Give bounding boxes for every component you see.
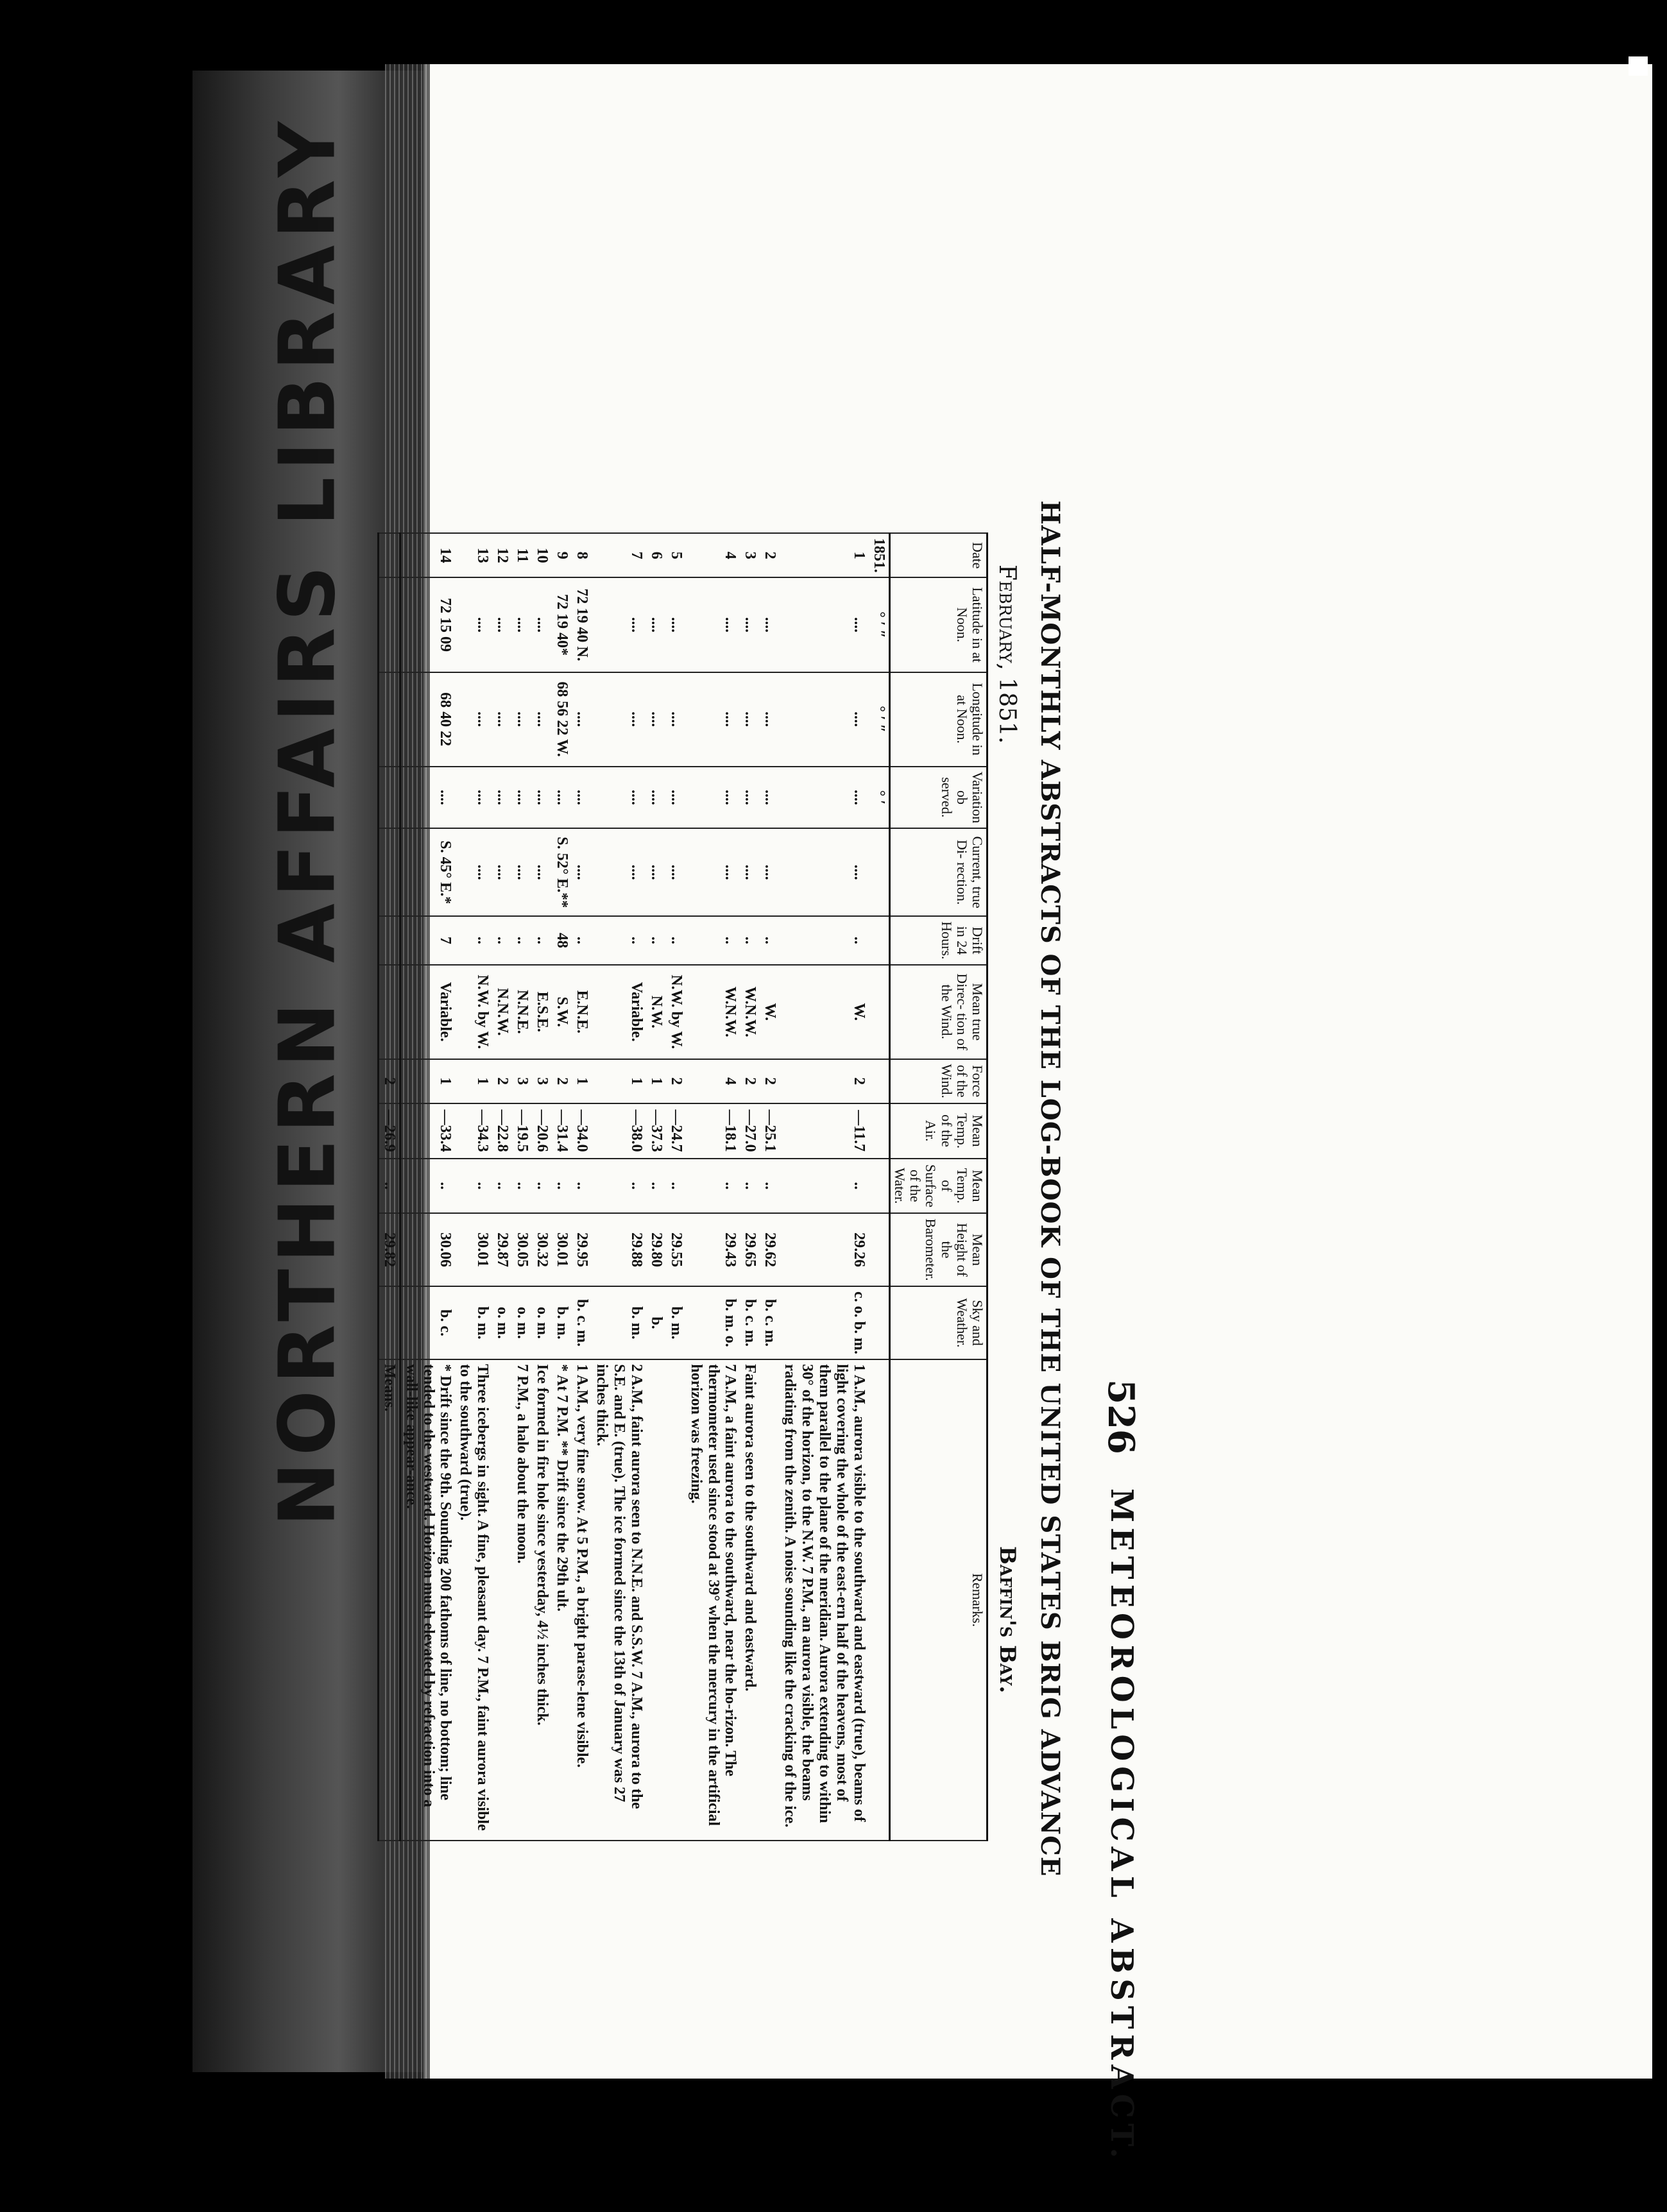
unit-variation: ° ′ bbox=[869, 767, 890, 829]
cell-air-temp: —11.7 bbox=[780, 1103, 869, 1159]
cell-air-temp: —20.6 bbox=[532, 1103, 552, 1159]
table-row bbox=[512, 533, 532, 1841]
means-barometer: 29.82 bbox=[378, 1213, 400, 1286]
cell-barometer: 29.55 bbox=[666, 1213, 686, 1286]
cell-wind-direction: N.W. bbox=[646, 965, 666, 1059]
cell-variation: .... bbox=[592, 767, 646, 829]
table-row bbox=[552, 533, 572, 1841]
corner-mark bbox=[1629, 56, 1648, 76]
cell-drift: .. bbox=[572, 916, 592, 965]
cell-barometer: 29.26 bbox=[780, 1213, 869, 1286]
cell-variation: .... bbox=[740, 767, 760, 829]
cell-drift: .. bbox=[740, 916, 760, 965]
cell-remarks bbox=[666, 1359, 686, 1841]
cell-wind-direction: N.N.W. bbox=[492, 965, 512, 1059]
cell-air-temp: —24.7 bbox=[666, 1103, 686, 1159]
cell-wind-force: 2 bbox=[760, 1059, 780, 1103]
cell-water-temp: .. bbox=[400, 1159, 455, 1214]
cell-barometer: 29.43 bbox=[686, 1213, 740, 1286]
cell-variation: .... bbox=[492, 767, 512, 829]
table-row bbox=[646, 533, 666, 1841]
cell-current: .... bbox=[780, 828, 869, 916]
cell-date: 13 bbox=[456, 533, 493, 577]
cell-barometer: 30.32 bbox=[532, 1213, 552, 1286]
cell-sky: c. o. b. m. bbox=[780, 1286, 869, 1359]
cell-sky: b. m. o. bbox=[686, 1286, 740, 1359]
cell-sky: b. m. bbox=[666, 1286, 686, 1359]
cell-wind-force: 2 bbox=[666, 1059, 686, 1103]
cell-wind-direction: N.W. by W. bbox=[456, 965, 493, 1059]
table-header-row bbox=[889, 533, 987, 1841]
cell-water-temp: .. bbox=[552, 1159, 572, 1214]
unit-date: 1851. bbox=[869, 533, 890, 577]
cell-current: .... bbox=[646, 828, 666, 916]
cell-current: .... bbox=[512, 828, 532, 916]
col-sky: Sky and Weather. bbox=[889, 1286, 987, 1359]
means-water-temp: .. bbox=[378, 1159, 400, 1214]
running-head bbox=[1078, 231, 1149, 2164]
cell-current: .... bbox=[592, 828, 646, 916]
cell-wind-direction: N.N.E. bbox=[512, 965, 532, 1059]
cell-date: 2 bbox=[760, 533, 780, 577]
cell-date: 11 bbox=[512, 533, 532, 577]
cell-water-temp: .. bbox=[780, 1159, 869, 1214]
cell-latitude: .... bbox=[592, 577, 646, 672]
cell-water-temp: .. bbox=[456, 1159, 493, 1214]
cell-variation: .... bbox=[646, 767, 666, 829]
cell-sky: b. c. m. bbox=[760, 1286, 780, 1359]
cell-sky: b. c. m. bbox=[572, 1286, 592, 1359]
cell-sky: o. m. bbox=[512, 1286, 532, 1359]
cell-variation: .... bbox=[512, 767, 532, 829]
cell-variation: .... bbox=[532, 767, 552, 829]
means-label: Means. bbox=[378, 1359, 400, 1841]
cell-variation: .... bbox=[686, 767, 740, 829]
cell-air-temp: —27.0 bbox=[740, 1103, 760, 1159]
cell-longitude: .... bbox=[532, 672, 552, 767]
cell-barometer: 29.80 bbox=[646, 1213, 666, 1286]
table-row bbox=[686, 533, 740, 1841]
cell-wind-force: 4 bbox=[686, 1059, 740, 1103]
cell-barometer: 29.65 bbox=[740, 1213, 760, 1286]
cell-wind-direction: W.N.W. bbox=[686, 965, 740, 1059]
cell-water-temp: .. bbox=[592, 1159, 646, 1214]
cell-wind-direction: Variable. bbox=[592, 965, 646, 1059]
cell-date: 5 bbox=[666, 533, 686, 577]
cell-current: .... bbox=[686, 828, 740, 916]
cell-wind-force: 2 bbox=[552, 1059, 572, 1103]
cell-water-temp: .. bbox=[740, 1159, 760, 1214]
cell-remarks: * At 7 P.M. ** Drift since the 29th ult. bbox=[552, 1359, 572, 1841]
cell-current: S. 45° E.* bbox=[400, 828, 455, 916]
table-row bbox=[532, 533, 552, 1841]
cell-drift: .. bbox=[760, 916, 780, 965]
cell-drift: 7 bbox=[400, 916, 455, 965]
cell-wind-direction: N.W. by W. bbox=[666, 965, 686, 1059]
cell-current: .... bbox=[666, 828, 686, 916]
means-row bbox=[378, 533, 400, 1841]
month-label: February, 1851. bbox=[994, 565, 1020, 744]
cell-current: .... bbox=[760, 828, 780, 916]
cell-date: 3 bbox=[740, 533, 760, 577]
cell-water-temp: .. bbox=[760, 1159, 780, 1214]
cell-sky: b. bbox=[646, 1286, 666, 1359]
cell-air-temp: —31.4 bbox=[552, 1103, 572, 1159]
cell-water-temp: .. bbox=[686, 1159, 740, 1214]
table-row bbox=[400, 533, 455, 1841]
cell-longitude: .... bbox=[456, 672, 493, 767]
cell-latitude: .... bbox=[760, 577, 780, 672]
cell-remarks bbox=[492, 1359, 512, 1841]
col-current: Current, true Di- rection. bbox=[889, 828, 987, 916]
cell-wind-direction: E.N.E. bbox=[572, 965, 592, 1059]
cell-latitude: .... bbox=[686, 577, 740, 672]
cell-date: 7 bbox=[592, 533, 646, 577]
cell-longitude: .... bbox=[666, 672, 686, 767]
cell-wind-force: 2 bbox=[780, 1059, 869, 1103]
cell-water-temp: .. bbox=[572, 1159, 592, 1214]
cell-latitude: 72 19 40* bbox=[552, 577, 572, 672]
cell-sky: o. m. bbox=[532, 1286, 552, 1359]
cell-barometer: 30.06 bbox=[400, 1213, 455, 1286]
cell-current: .... bbox=[572, 828, 592, 916]
cell-variation: .... bbox=[456, 767, 493, 829]
cell-latitude: .... bbox=[666, 577, 686, 672]
cell-water-temp: .. bbox=[646, 1159, 666, 1214]
cell-drift: .. bbox=[686, 916, 740, 965]
cell-current: .... bbox=[740, 828, 760, 916]
cell-sky: b. m. bbox=[592, 1286, 646, 1359]
cell-sky: o. m. bbox=[492, 1286, 512, 1359]
cell-longitude: .... bbox=[760, 672, 780, 767]
col-wind-force: Force of the Wind. bbox=[889, 1059, 987, 1103]
cell-sky: b. c. bbox=[400, 1286, 455, 1359]
cell-latitude: 72 15 09 bbox=[400, 577, 455, 672]
cell-remarks bbox=[646, 1359, 666, 1841]
cell-longitude: .... bbox=[686, 672, 740, 767]
cell-wind-force: 2 bbox=[740, 1059, 760, 1103]
cell-air-temp: —18.1 bbox=[686, 1103, 740, 1159]
cell-latitude: 72 19 40 N. bbox=[572, 577, 592, 672]
means-air-temp: —26.9 bbox=[378, 1103, 400, 1159]
table-row bbox=[592, 533, 646, 1841]
cell-wind-direction: W. bbox=[760, 965, 780, 1059]
cell-longitude: .... bbox=[646, 672, 666, 767]
cell-longitude: .... bbox=[492, 672, 512, 767]
means-force: 2 bbox=[378, 1059, 400, 1103]
cell-longitude: .... bbox=[572, 672, 592, 767]
cell-remarks: 1 A.M., aurora visible to the southward and eastward (true), beams of light covering the whole of the east-ern half of the heavens, most of them parallel to the plane of the meridian. Aurora extending to within 30° of the horizon, to the N.W. 7 P.M., an aurora visible, the beams radiating from the zenith. A noise sounding like the cracking of the ice. bbox=[780, 1359, 869, 1841]
table-row bbox=[760, 533, 780, 1841]
cell-remarks: 2 A.M., faint aurora seen to N.N.E. and S.S.W. 7 A.M., aurora to the S.E. and E. (true). The ice formed since the 13th of January was 27 inches thick. bbox=[592, 1359, 646, 1841]
cell-remarks bbox=[760, 1359, 780, 1841]
cell-barometer: 29.87 bbox=[492, 1213, 512, 1286]
cell-wind-force: 1 bbox=[592, 1059, 646, 1103]
cell-barometer: 29.88 bbox=[592, 1213, 646, 1286]
cell-remarks: 1 A.M., very fine snow. At 5 P.M., a bright parase-lene visible. bbox=[572, 1359, 592, 1841]
cell-drift: .. bbox=[532, 916, 552, 965]
cell-latitude: .... bbox=[780, 577, 869, 672]
cell-longitude: .... bbox=[780, 672, 869, 767]
cell-latitude: .... bbox=[512, 577, 532, 672]
cell-drift: .. bbox=[646, 916, 666, 965]
cell-variation: .... bbox=[666, 767, 686, 829]
cell-wind-force: 3 bbox=[512, 1059, 532, 1103]
cell-water-temp: .. bbox=[512, 1159, 532, 1214]
cell-drift: 48 bbox=[552, 916, 572, 965]
table-title: HALF-MONTHLY ABSTRACTS OF THE LOG-BOOK OF THE UNITED STATES BRIG ADVANCE bbox=[1035, 500, 1065, 1877]
location-label: Baffin's Bay. bbox=[995, 1546, 1020, 1694]
cell-drift: .. bbox=[492, 916, 512, 965]
cell-variation: .... bbox=[400, 767, 455, 829]
col-date: Date bbox=[889, 533, 987, 577]
cell-date: 12 bbox=[492, 533, 512, 577]
unit-latitude: ° ′ ″ bbox=[869, 577, 890, 672]
cell-barometer: 30.05 bbox=[512, 1213, 532, 1286]
cell-drift: .. bbox=[666, 916, 686, 965]
cell-remarks: Ice formed in fire hole since yesterday, 4½ inches thick. bbox=[532, 1359, 552, 1841]
cell-barometer: 29.95 bbox=[572, 1213, 592, 1286]
cell-longitude: .... bbox=[592, 672, 646, 767]
cell-longitude: .... bbox=[740, 672, 760, 767]
cell-wind-force: 1 bbox=[456, 1059, 493, 1103]
cell-barometer: 29.62 bbox=[760, 1213, 780, 1286]
unit-longitude: ° ′ ″ bbox=[869, 672, 890, 767]
cell-water-temp: .. bbox=[666, 1159, 686, 1214]
cell-latitude: .... bbox=[532, 577, 552, 672]
col-latitude: Latitude in at Noon. bbox=[889, 577, 987, 672]
cell-remarks: * Drift since the 9th. Sounding 200 fathoms of line, no bottom; line tended to the westward. Horizon much elevated by refraction into a wall-like appear-ance. bbox=[400, 1359, 455, 1841]
cell-barometer: 30.01 bbox=[552, 1213, 572, 1286]
cell-variation: .... bbox=[572, 767, 592, 829]
log-table bbox=[377, 532, 988, 1841]
page-title: METEOROLOGICAL ABSTRACT. bbox=[1104, 1488, 1140, 2164]
cell-barometer: 30.01 bbox=[456, 1213, 493, 1286]
cell-drift: .. bbox=[512, 916, 532, 965]
cell-wind-direction: E.S.E. bbox=[532, 965, 552, 1059]
col-water-temp: Mean Temp. of Surface of the Water. bbox=[889, 1159, 987, 1214]
cell-current: .... bbox=[456, 828, 493, 916]
cell-sky: b. c. m. bbox=[740, 1286, 760, 1359]
cell-date: 6 bbox=[646, 533, 666, 577]
col-longitude: Longitude in at Noon. bbox=[889, 672, 987, 767]
cell-variation: .... bbox=[780, 767, 869, 829]
cell-wind-force: 3 bbox=[532, 1059, 552, 1103]
col-air-temp: Mean Temp. of the Air. bbox=[889, 1103, 987, 1159]
rotated-page-content bbox=[225, 231, 1149, 2164]
cell-air-temp: —22.8 bbox=[492, 1103, 512, 1159]
table-row bbox=[780, 533, 869, 1841]
cell-latitude: .... bbox=[456, 577, 493, 672]
cell-air-temp: —38.0 bbox=[592, 1103, 646, 1159]
cell-water-temp: .. bbox=[532, 1159, 552, 1214]
unit-row bbox=[869, 533, 890, 1841]
cell-wind-force: 1 bbox=[646, 1059, 666, 1103]
cell-remarks: 7 A.M., a faint aurora to the southward, near the ho-rizon. The thermometer used since stood at 39° when the mercury in the artificial horizon was freezing. bbox=[686, 1359, 740, 1841]
cell-remarks: Faint aurora seen to the southward and eastward. bbox=[740, 1359, 760, 1841]
table-row bbox=[740, 533, 760, 1841]
cell-longitude: 68 56 22 W. bbox=[552, 672, 572, 767]
cell-current: S. 52° E.** bbox=[552, 828, 572, 916]
table-row bbox=[456, 533, 493, 1841]
table-row bbox=[492, 533, 512, 1841]
cell-wind-force: 1 bbox=[572, 1059, 592, 1103]
cell-longitude: .... bbox=[512, 672, 532, 767]
cell-date: 4 bbox=[686, 533, 740, 577]
cell-current: .... bbox=[532, 828, 552, 916]
cell-date: 9 bbox=[552, 533, 572, 577]
cell-date: 8 bbox=[572, 533, 592, 577]
cell-air-temp: —33.4 bbox=[400, 1103, 455, 1159]
cell-longitude: 68 40 22 bbox=[400, 672, 455, 767]
cell-drift: .. bbox=[780, 916, 869, 965]
cell-drift: .. bbox=[456, 916, 493, 965]
cell-sky: b. m. bbox=[456, 1286, 493, 1359]
cell-drift: .. bbox=[592, 916, 646, 965]
col-barometer: Mean Height of the Barometer. bbox=[889, 1213, 987, 1286]
cell-wind-force: 1 bbox=[400, 1059, 455, 1103]
cell-water-temp: .. bbox=[492, 1159, 512, 1214]
cell-wind-direction: S.W. bbox=[552, 965, 572, 1059]
cell-remarks: 7 P.M., a halo about the moon. bbox=[512, 1359, 532, 1841]
cell-air-temp: —34.3 bbox=[456, 1103, 493, 1159]
table-row bbox=[666, 533, 686, 1841]
cell-air-temp: —19.5 bbox=[512, 1103, 532, 1159]
cell-wind-direction: W. bbox=[780, 965, 869, 1059]
cell-air-temp: —37.3 bbox=[646, 1103, 666, 1159]
col-variation: Variation ob served. bbox=[889, 767, 987, 829]
cell-variation: .... bbox=[760, 767, 780, 829]
cell-remarks: Three icebergs in sight. A fine, pleasant day. 7 P.M., faint aurora visible to the southward (true). bbox=[456, 1359, 493, 1841]
cell-wind-force: 2 bbox=[492, 1059, 512, 1103]
cell-date: 10 bbox=[532, 533, 552, 577]
cell-latitude: .... bbox=[492, 577, 512, 672]
cell-current: .... bbox=[492, 828, 512, 916]
cell-air-temp: —34.0 bbox=[572, 1103, 592, 1159]
cell-wind-direction: Variable. bbox=[400, 965, 455, 1059]
cell-variation: .... bbox=[552, 767, 572, 829]
cell-date: 1 bbox=[780, 533, 869, 577]
cell-wind-direction: W.N.W. bbox=[740, 965, 760, 1059]
col-wind-direction: Mean true Direc- tion of the Wind. bbox=[889, 965, 987, 1059]
page-number: 526 bbox=[1100, 1379, 1142, 1454]
cell-sky: b. m. bbox=[552, 1286, 572, 1359]
cell-latitude: .... bbox=[646, 577, 666, 672]
col-remarks: Remarks. bbox=[889, 1359, 987, 1841]
cell-air-temp: —25.1 bbox=[760, 1103, 780, 1159]
table-row bbox=[572, 533, 592, 1841]
col-drift: Drift in 24 Hours. bbox=[889, 916, 987, 965]
cell-latitude: .... bbox=[740, 577, 760, 672]
cell-date: 14 bbox=[400, 533, 455, 577]
